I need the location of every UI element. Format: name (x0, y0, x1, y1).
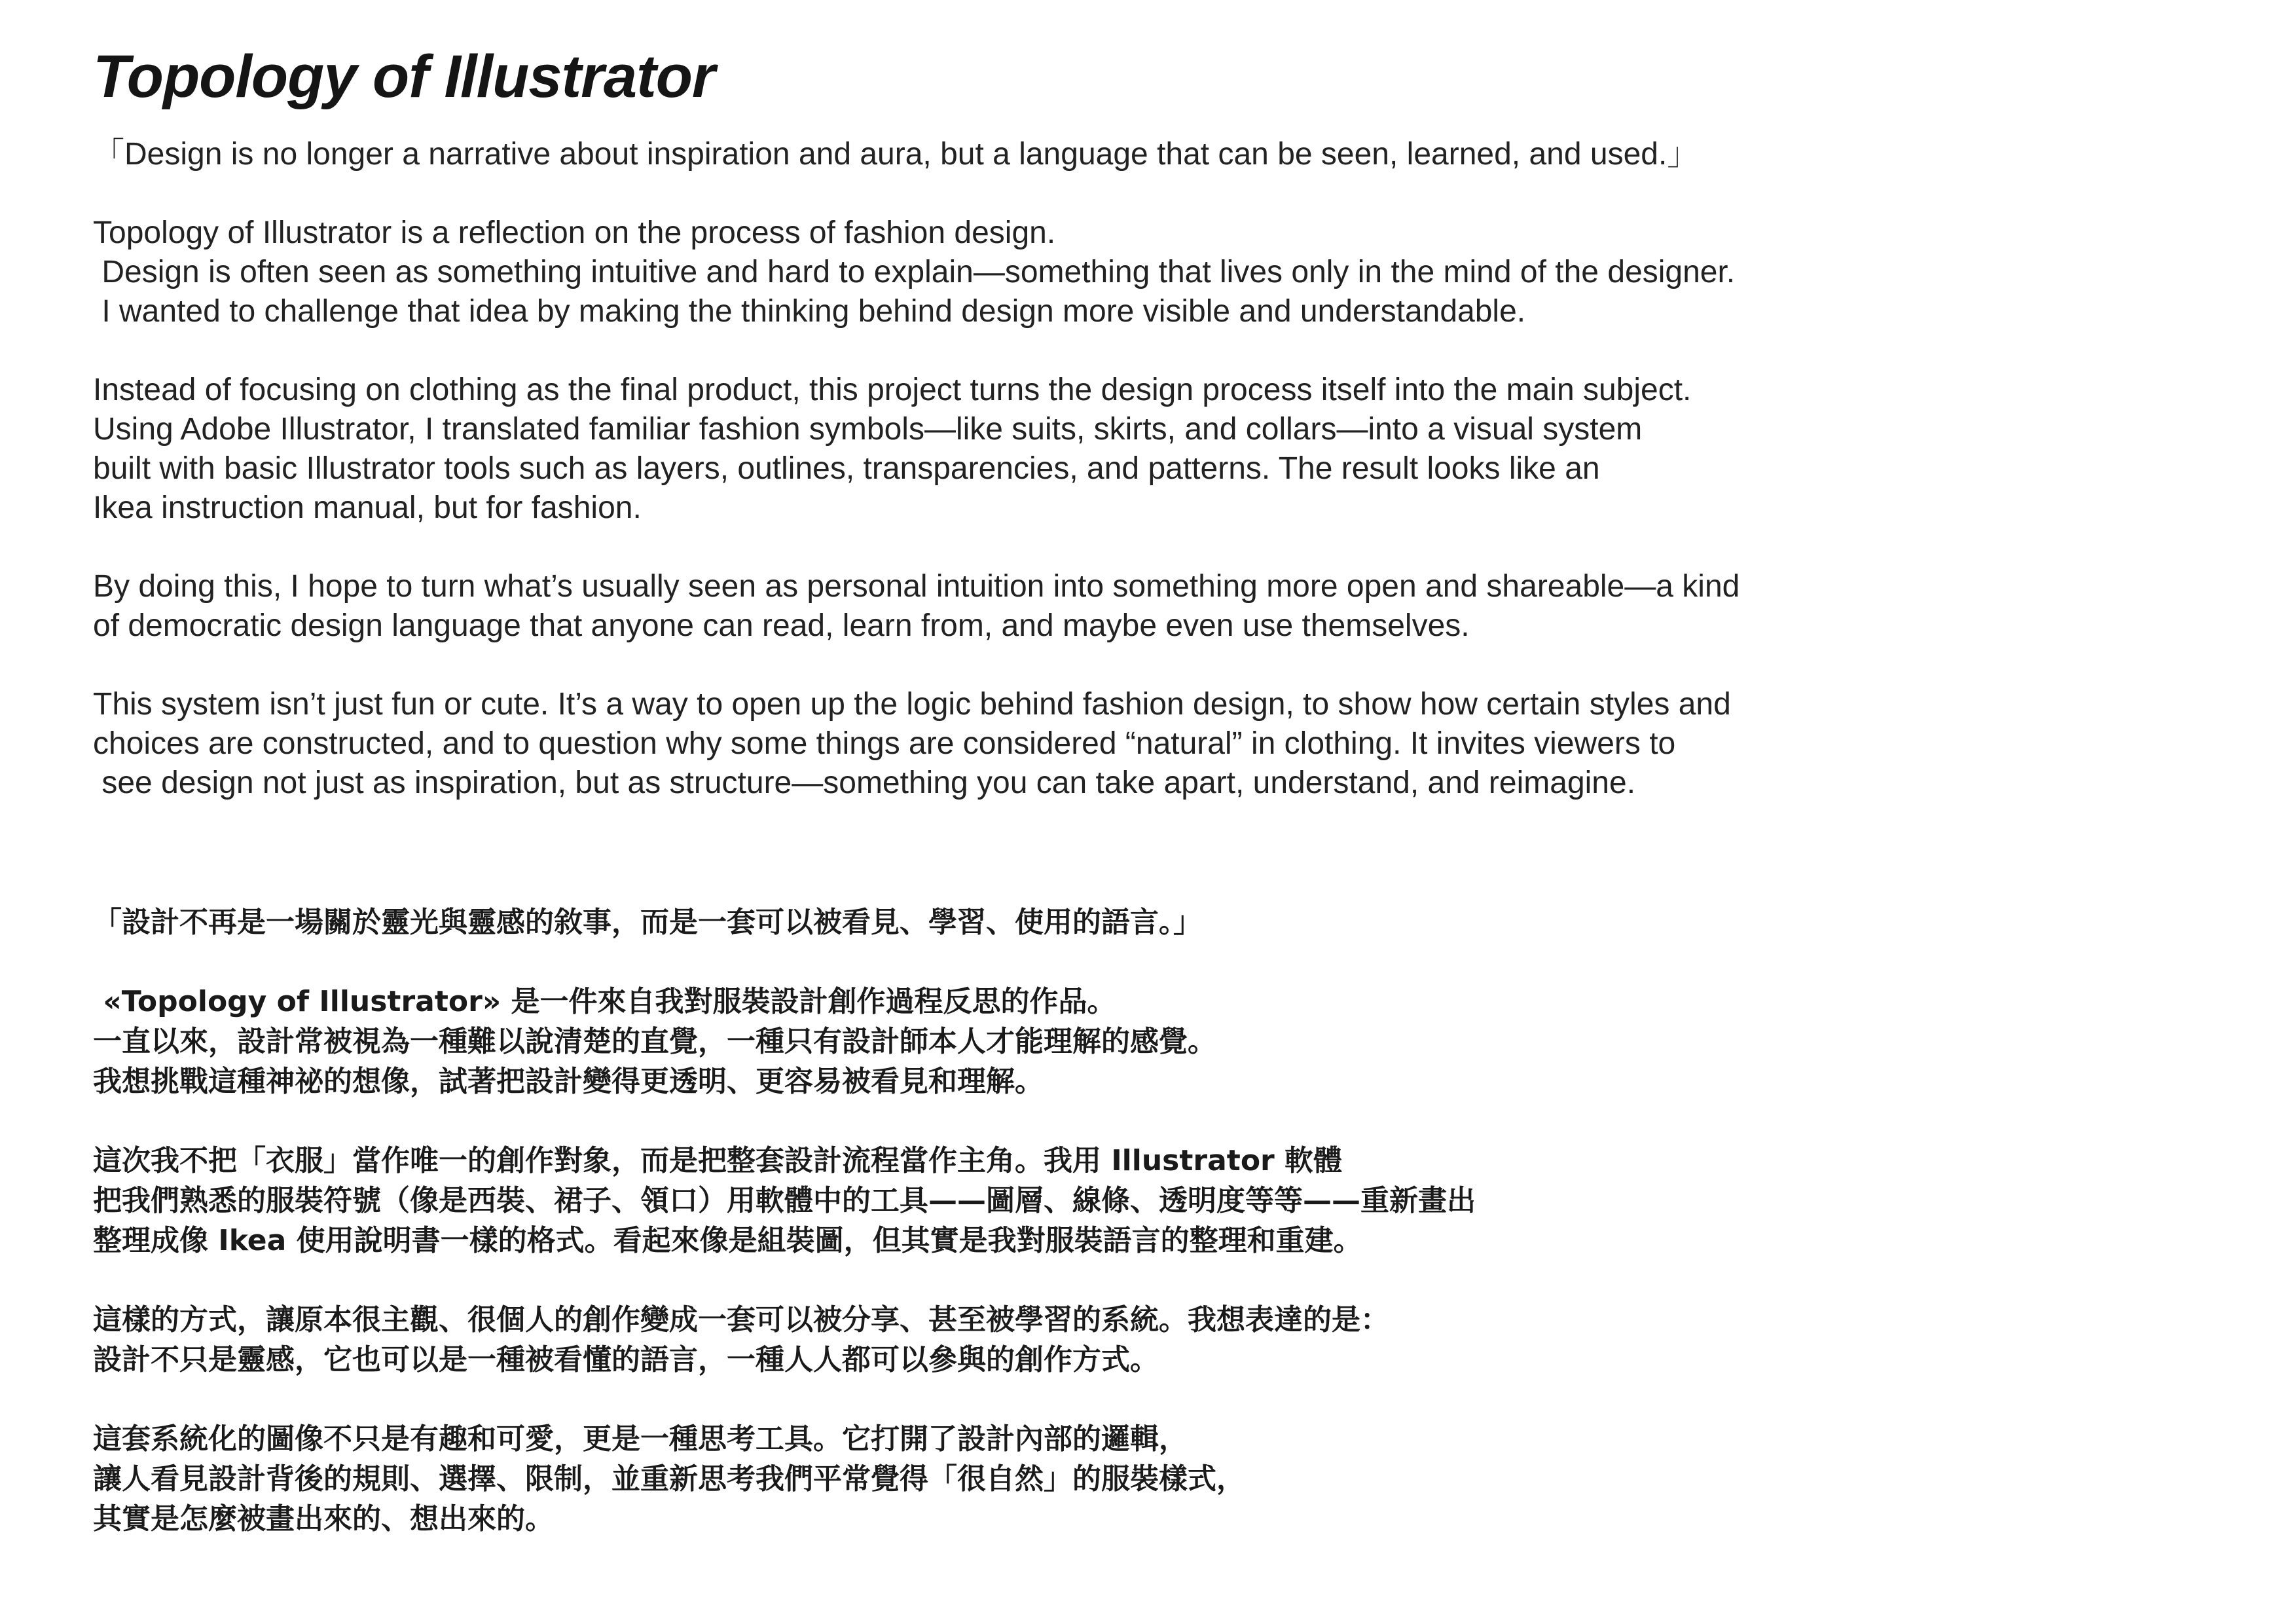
chinese-quote-line: 「設計不再是一場關於靈光與靈感的敘事，而是一套可以被看見、學習、使用的語言。」 (93, 906, 1202, 939)
text-line: choices are constructed, and to question why some things are considered “natural” in clothing. It invites viewers to (93, 726, 1676, 761)
english-paragraph-4 (93, 685, 2188, 803)
chinese-section (93, 902, 2188, 1539)
text-line: Design is often seen as something intuitive and hard to explain—something that lives only in the mind of the designer. (93, 255, 1736, 289)
text-line: see design not just as inspiration, but as structure—something you can take apart, understand, and reimagine. (93, 766, 1636, 800)
text-line: 我想挑戰這種神祕的想像，試著把設計變得更透明、更容易被看見和理解。 (93, 1065, 1044, 1098)
english-quote (93, 135, 2188, 174)
english-paragraph-2 (93, 371, 2188, 528)
english-section (93, 135, 2188, 803)
text-line: 這套系統化的圖像不只是有趣和可愛，更是一種思考工具。它打開了設計內部的邏輯， (93, 1422, 1188, 1456)
text-line: By doing this, I hope to turn what’s usually seen as personal intuition into something more open and shareable—a kind (93, 569, 1740, 604)
text-line: 設計不只是靈感，它也可以是一種被看懂的語言，一種人人都可以參與的創作方式。 (93, 1343, 1159, 1376)
text-line: 把我們熟悉的服裝符號（像是西裝、裙子、領口）用軟體中的工具——圖層、線條、透明度等等——重新畫出 (93, 1184, 1476, 1217)
document-page (93, 41, 2188, 1578)
text-line: 其實是怎麼被畫出來的、想出來的。 (93, 1502, 554, 1536)
text-line: 一直以來，設計常被視為一種難以說清楚的直覺，一種只有設計師本人才能理解的感覺。 (93, 1025, 1216, 1058)
text-line: Topology of Illustrator is a reflection on the process of fashion design. (93, 215, 1056, 250)
text-line: of democratic design language that anyone can read, learn from, and maybe even use themselves. (93, 608, 1470, 643)
text-line: built with basic Illustrator tools such as layers, outlines, transparencies, and patterns. The result looks like an (93, 451, 1600, 486)
text-line: 這次我不把「衣服」當作唯一的創作對象，而是把整套設計流程當作主角。我用 Illustrator 軟體 (93, 1144, 1343, 1177)
text-line: This system isn’t just fun or cute. It’s a way to open up the logic behind fashion design, to show how certain styles and (93, 687, 1731, 722)
english-paragraph-1 (93, 213, 2188, 331)
text-line: Instead of focusing on clothing as the final product, this project turns the design process itself into the main subject. (93, 373, 1692, 407)
text-line: I wanted to challenge that idea by making the thinking behind design more visible and understandable. (93, 294, 1526, 329)
chinese-paragraph-1 (93, 982, 2188, 1101)
text-line: 讓人看見設計背後的規則、選擇、限制，並重新思考我們平常覺得「很自然」的服裝樣式， (93, 1462, 1245, 1496)
english-paragraph-3 (93, 567, 2188, 646)
text-line: 這樣的方式，讓原本很主觀、很個人的創作變成一套可以被分享、甚至被學習的系統。我想表達的是： (93, 1303, 1389, 1337)
document-title: Topology of Illustrator (93, 43, 715, 110)
chinese-quote (93, 902, 2188, 942)
chinese-paragraph-4 (93, 1419, 2188, 1539)
text-line: Using Adobe Illustrator, I translated familiar fashion symbols—like suits, skirts, and collars—into a visual system (93, 412, 1643, 447)
text-line: Ikea instruction manual, but for fashion. (93, 490, 642, 525)
chinese-paragraph-3 (93, 1300, 2188, 1380)
chinese-paragraph-2 (93, 1141, 2188, 1261)
text-line: 整理成像 Ikea 使用說明書一樣的格式。看起來像是組裝圖，但其實是我對服裝語言的整理和重建。 (93, 1224, 1362, 1257)
text-line: «Topology of Illustrator» 是一件來自我對服裝設計創作過程反思的作品。 (93, 985, 1116, 1018)
english-quote-line: 「Design is no longer a narrative about inspiration and aura, but a language that can be seen, learned, and used.」 (93, 137, 1699, 172)
